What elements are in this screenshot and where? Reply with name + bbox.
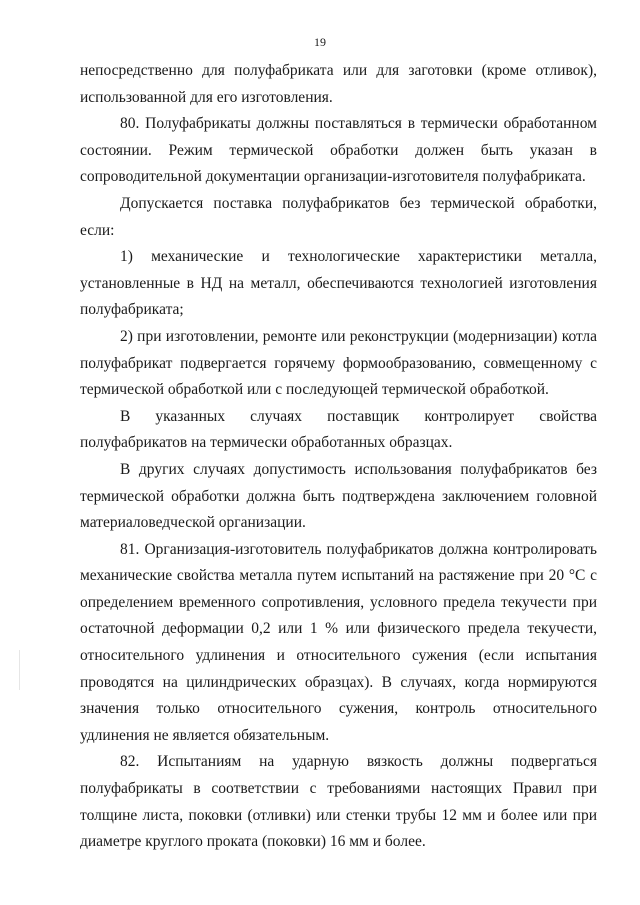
paragraph-condition-1: 1) механические и технологические характеристики металла, установленные в НД на металл, обеспечиваются технологией изготовления полуфабриката;: [80, 248, 597, 319]
document-body: [80, 58, 597, 856]
scan-margin-mark: [19, 650, 20, 690]
paragraph-80: 80. Полуфабрикаты должны поставляться в термически обработанном состоянии. Режим термической обработки должен быть указан в сопроводительной документации организации-изготовителя полуфабриката.: [80, 115, 597, 186]
paragraph-supplier-control: В указанных случаях поставщик контролирует свойства полуфабрикатов на термически обработанных образцах.: [80, 407, 597, 452]
paragraph-continuation: непосредственно для полуфабриката или для заготовки (кроме отливок), использованной для его изготовления.: [80, 62, 597, 106]
paragraph-allowed-delivery: Допускается поставка полуфабрикатов без термической обработки, если:: [80, 194, 597, 239]
paragraph-condition-2: 2) при изготовлении, ремонте или реконструкции (модернизации) котла полуфабрикат подвергается горячему формообразованию, совмещенному с термической обработкой или с последующей термической обработкой.: [80, 327, 597, 399]
paragraph-other-cases: В других случаях допустимость использования полуфабрикатов без термической обработки должна быть подтверждена заключением головной материаловедческой организации.: [80, 460, 597, 532]
page-number: 19: [314, 35, 326, 49]
paragraph-82: 82. Испытаниям на ударную вязкость должны подвергаться полуфабрикаты в соответствии с требованиями настоящих Правил при толщине листа, поковки (отливки) или стенки трубы 12 мм и более или при диаметре круглого проката (поковки) 16 мм и более.: [80, 753, 597, 851]
paragraph-81: 81. Организация-изготовитель полуфабрикатов должна контролировать механические свойства металла путем испытаний на растяжение при 20 °С с определением временного сопротивления, условного предела текучести при остаточной деформации 0,2 или 1 % или физического предела текучести, относительного удлинения и относительного сужения (если испытания проводятся на цилиндрических образцах). В случаях, когда нормируются значения только относительного сужения, контроль относительного удлинения не является обязательным.: [80, 540, 597, 744]
